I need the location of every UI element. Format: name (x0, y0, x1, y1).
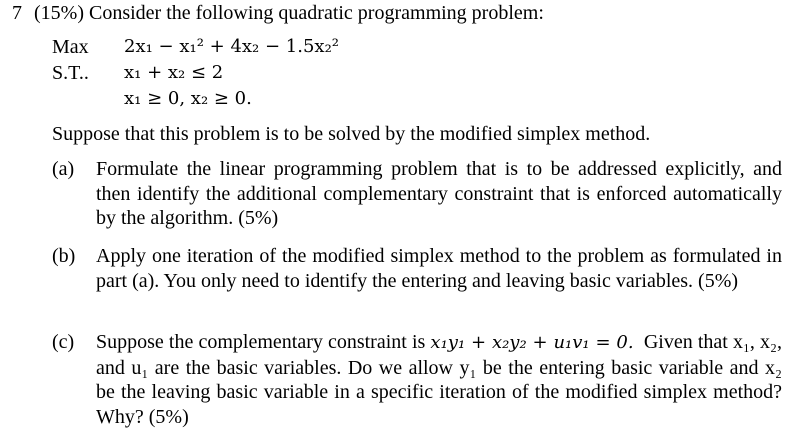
question-heading: (15%) Consider the following quadratic programming problem: (34, 2, 544, 24)
part-b-tag: (b) (52, 245, 76, 267)
complementary-constraint-equation: x₁y₁ + x₂y₂ + u₁v₁ = 0. (430, 332, 634, 353)
part-b (52, 244, 782, 293)
part-c (52, 330, 782, 429)
part-c-lead: Suppose the complementary constraint is (96, 331, 426, 353)
constraint-nonnegativity: x₁ ≥ 0, x₂ ≥ 0. (124, 88, 252, 109)
part-c-tag: (c) (52, 331, 75, 353)
part-c-rest: Given that x₁, x₂, and u₁ are the basic variables. Do we allow y₁ be the entering basic variable and x₂ be the leaving basic variable in a specific iteration of the modified simplex method? Why? (5%) (96, 331, 783, 428)
part-a (52, 157, 782, 231)
problem-intro: Suppose that this problem is to be solved by the modified simplex method. (52, 123, 651, 145)
part-a-text: Formulate the linear programming problem that is to be addressed explicitly, and then identify the additional complementary constraint that is enforced automatically by the algorithm. (5%) (96, 158, 782, 229)
part-a-tag: (a) (52, 158, 75, 180)
question-number: 7 (12, 2, 22, 24)
constraints-label: S.T.. (52, 62, 89, 84)
part-b-text: Apply one iteration of the modified simplex method to the problem as formulated in part (a). You only need to identify the entering and leaving basic variables. (5%) (96, 245, 782, 292)
objective-label: Max (52, 36, 89, 58)
constraint-sum: x₁ + x₂ ≤ 2 (124, 62, 224, 83)
objective-function: 2x₁ − x₁² + 4x₂ − 1.5x₂² (124, 36, 340, 57)
part-c-text (96, 330, 782, 429)
